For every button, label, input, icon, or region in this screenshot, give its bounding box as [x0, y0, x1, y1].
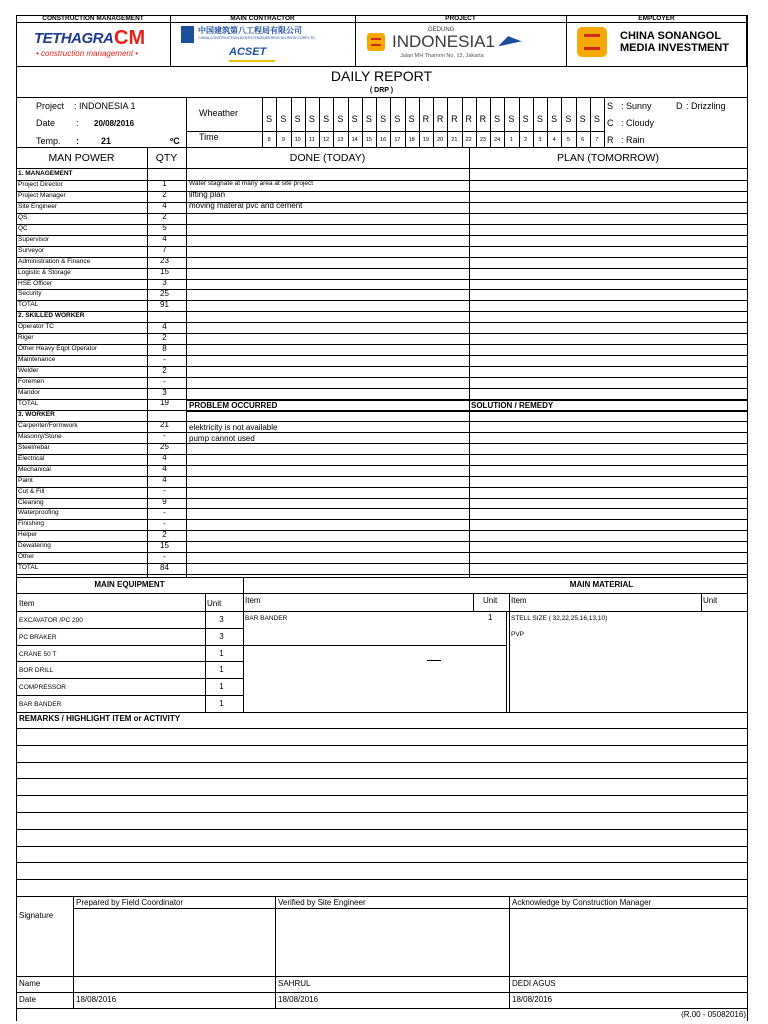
manpower-qty: 4: [162, 475, 167, 485]
plan-row-line: [469, 574, 747, 575]
equipment-item: BAR BANDER: [19, 701, 62, 708]
project-gedung-text: GEDUNG: [428, 27, 455, 33]
equipment-item: BOR DRILL: [19, 667, 54, 675]
manpower-qty: -: [163, 354, 166, 364]
signature-row-label: Signature: [19, 911, 54, 920]
manpower-qty: 3: [162, 387, 167, 397]
manpower-item: Finishing: [18, 520, 45, 528]
prepared-by-label: Prepared by Field Coordinator: [76, 898, 184, 907]
remarks-line: [16, 862, 747, 863]
material-item-header: Item: [511, 596, 527, 605]
time-slot: 5: [566, 137, 570, 143]
manpower-row-line: [16, 574, 469, 575]
manpower-qty: -: [163, 518, 166, 528]
weather-code: S: [351, 114, 358, 124]
time-slot: 15: [365, 137, 372, 143]
weather-label: Wheather: [199, 108, 239, 118]
weather-code: R: [465, 114, 472, 124]
plan-row-line: [469, 224, 747, 225]
remarks-line: [16, 829, 747, 830]
weather-code: S: [508, 114, 515, 124]
equipment-unit: 1: [219, 648, 224, 658]
manpower-item: Helper: [18, 531, 38, 539]
done-today-header: DONE (TODAY): [289, 152, 366, 164]
plan-row-line: [469, 235, 747, 236]
equipment-item: CRANE 50 T: [19, 650, 57, 658]
time-slot: 3: [538, 137, 542, 143]
time-slot: 9: [281, 137, 285, 143]
manpower-item: Cleaning: [18, 498, 44, 506]
manpower-qty: 4: [162, 453, 167, 463]
main-equipment-title: MAIN EQUIPMENT: [94, 580, 165, 589]
equipment-unit: 1: [219, 682, 224, 692]
manpower-qty: 4: [162, 201, 167, 211]
plan-row-line: [469, 487, 747, 488]
done-today-item: Water stagnate at many area at site project: [189, 180, 314, 187]
manpower-item: Security: [18, 290, 42, 298]
time-label: Time: [199, 132, 219, 142]
date-field-label: Date: [36, 118, 56, 128]
manpower-item: Project Manager: [18, 191, 66, 199]
sonangol-logo-mark: [584, 34, 600, 50]
page-title: DAILY REPORT: [330, 68, 433, 84]
manpower-item: Cut & Fill: [18, 487, 45, 495]
name-row-label: Name: [19, 979, 41, 988]
manpower-row-line: [16, 355, 469, 356]
manpower-row-line: [16, 563, 469, 564]
manpower-row-line: [16, 224, 469, 225]
weather-code: S: [551, 114, 558, 124]
manpower-item: Supervisor: [18, 235, 50, 243]
time-slot: 7: [595, 137, 599, 143]
manpower-row-line: [16, 498, 469, 499]
manpower-qty: 25: [160, 288, 169, 298]
equipment-item: PC BRAKER: [19, 633, 57, 641]
manpower-item: Paint: [18, 476, 33, 484]
manpower-item: TOTAL: [18, 399, 39, 407]
time-slot: 13: [337, 137, 344, 143]
cm-tagline: • construction management •: [36, 49, 139, 58]
plan-tomorrow-header: PLAN (TOMORROW): [557, 152, 659, 164]
material-unit-header: Unit: [703, 596, 718, 605]
main-material-title: MAIN MATERIAL: [569, 580, 634, 589]
weather-code: S: [294, 114, 301, 124]
equipment-row-line: [16, 661, 243, 662]
acset-underline-icon: [229, 60, 275, 62]
solution-remedy-header: SOLUTION / REMEDY: [471, 401, 554, 410]
weather-code: S: [280, 114, 287, 124]
page-subtitle: ( DRP ): [369, 87, 394, 94]
time-slot: 24: [494, 137, 501, 143]
cscec-logo-icon: [181, 26, 194, 43]
manpower-qty: 9: [162, 497, 167, 506]
manpower-item: Carpenter/Formwork: [18, 421, 78, 429]
acknowledged-by-label: Acknowledge by Construction Manager: [512, 898, 652, 907]
plan-row-line: [469, 311, 747, 312]
problem-item: elektricity is not available: [189, 423, 278, 432]
manpower-row-line: [16, 541, 469, 542]
manpower-qty: 84: [160, 562, 169, 572]
plan-row-line: [469, 300, 747, 301]
manpower-qty: 25: [160, 442, 169, 452]
time-slot: 1: [509, 137, 513, 143]
manpower-row-line: [16, 465, 469, 466]
legend-code: S: [607, 101, 614, 111]
manpower-qty: 2: [162, 529, 167, 539]
manpower-item: QS: [18, 213, 28, 221]
temp-field-colon: :: [76, 136, 79, 146]
manpower-item: 1. MANAGEMENT: [18, 170, 73, 177]
temp-field-label: Temp.: [36, 136, 61, 146]
qty-header: QTY: [155, 152, 178, 164]
plan-row-line: [469, 202, 747, 203]
weather-code: R: [422, 114, 430, 124]
time-slot: 16: [380, 137, 387, 143]
manpower-row-line: [16, 333, 469, 334]
time-slot: 2: [524, 137, 528, 143]
verified-date: 18/08/2016: [278, 995, 319, 1004]
cm-logo-text: CM: [114, 27, 146, 49]
weather-code: S: [579, 114, 586, 124]
legend-text: : Rain: [621, 135, 645, 145]
equipment-row-line: [16, 695, 243, 696]
equipment-unit: 1: [219, 665, 224, 675]
equipment-unit: 1: [219, 699, 224, 708]
manpower-qty: 2: [162, 365, 167, 375]
plan-row-line: [469, 432, 747, 433]
manpower-qty: 15: [160, 540, 169, 550]
plan-row-line: [469, 476, 747, 477]
plan-row-line: [469, 191, 747, 192]
time-slot: 22: [465, 137, 472, 143]
weather-code: S: [365, 114, 372, 124]
plan-row-line: [469, 289, 747, 290]
manpower-item: Foremen: [18, 378, 45, 385]
temp-unit: ºC: [170, 136, 180, 146]
equipment-item: EXCAVATOR /PC 200: [19, 617, 83, 624]
equipment-row-line: [16, 645, 243, 646]
manpower-item: Masonry/Stone: [18, 432, 62, 440]
time-slot: 18: [408, 137, 415, 143]
manpower-item: Surveyor: [18, 246, 45, 254]
manpower-qty: 2: [162, 332, 167, 342]
manpower-item: Other Heavy Eqpt Operator: [18, 345, 98, 353]
manpower-qty: -: [163, 431, 166, 441]
manpower-item: Other: [18, 553, 35, 561]
tethagra-logo-text: TETHAGRA: [34, 30, 114, 47]
manpower-row-line: [16, 366, 469, 367]
remarks-line: [16, 762, 747, 763]
weather-code: S: [536, 114, 543, 124]
plan-row-line: [469, 498, 747, 499]
main-contractor-label: MAIN CONTRACTOR: [230, 15, 295, 22]
weather-code: S: [565, 114, 572, 124]
plan-row-line: [469, 563, 747, 564]
acknowledged-date: 18/08/2016: [512, 995, 553, 1004]
employer-label: EMPLOYER: [638, 15, 675, 22]
manpower-row-line: [16, 377, 469, 378]
plan-row-line: [469, 268, 747, 269]
project-label: PROJECT: [445, 15, 476, 22]
time-slot: 20: [437, 137, 444, 143]
weather-code: S: [380, 114, 387, 124]
manpower-row-line: [16, 213, 469, 214]
revision-footer: (R.00 - 05082016): [681, 1010, 746, 1019]
acknowledged-name: DEDI AGUS: [512, 979, 556, 988]
manpower-qty: 4: [162, 321, 167, 331]
man-power-header: MAN POWER: [48, 152, 115, 164]
manpower-row-line: [16, 421, 469, 422]
remarks-line: [16, 879, 747, 880]
legend-code: R: [607, 135, 614, 145]
manpower-qty: 7: [162, 245, 167, 255]
construction-management-label: CONSTRUCTION MANAGEMENT: [42, 15, 144, 22]
manpower-row-line: [16, 268, 469, 269]
manpower-item: Waterproofing: [18, 509, 59, 517]
manpower-qty: -: [163, 376, 166, 386]
manpower-row-line: [16, 530, 469, 531]
time-slot: 14: [351, 137, 358, 143]
material-right-item: STELL SIZE ( 32,22,25,16,13,10): [511, 615, 608, 622]
prepared-date: 18/08/2016: [76, 995, 117, 1004]
manpower-qty: 3: [162, 278, 167, 287]
manpower-qty: 91: [160, 299, 169, 309]
material-right-item: PVP: [511, 631, 525, 638]
manpower-qty: 8: [162, 343, 167, 353]
project-logo-text: INDONESIA1: [392, 32, 495, 51]
project-field-label: Project: [36, 101, 65, 111]
manpower-row-line: [16, 519, 469, 520]
plan-row-line: [469, 421, 747, 422]
equipment-row-line: [16, 678, 243, 679]
weather-code: S: [337, 114, 344, 124]
done-today-item: moving materal pvc and cement: [189, 201, 303, 210]
date-row-label: Date: [19, 995, 36, 1004]
date-field-colon: :: [76, 118, 79, 128]
time-slot: 10: [294, 137, 301, 143]
project-address: Jalan MH Thamrin No. 13, Jakarta: [400, 53, 484, 59]
remarks-line: [16, 812, 747, 813]
remarks-title: REMARKS / HIGHLIGHT ITEM or ACTIVITY: [19, 714, 181, 723]
equipment-item: COMPRESSOR: [19, 684, 66, 692]
plan-row-line: [469, 530, 747, 531]
weather-code: S: [394, 114, 401, 124]
verified-by-label: Verified by Site Engineer: [278, 898, 366, 907]
manpower-item: Operator TC: [18, 323, 55, 331]
manpower-qty: 4: [162, 464, 167, 474]
manpower-qty: -: [163, 551, 166, 561]
time-slot: 17: [394, 137, 401, 143]
manpower-qty: 5: [162, 223, 167, 233]
manpower-item: Site Engineer: [18, 202, 58, 210]
manpower-row-line: [16, 246, 469, 247]
time-slot: 8: [267, 137, 271, 143]
equipment-row-line: [16, 628, 243, 629]
manpower-item: Riger: [18, 334, 34, 342]
manpower-row-line: [16, 487, 469, 488]
manpower-qty: 2: [162, 212, 167, 222]
plan-row-line: [469, 519, 747, 520]
manpower-row-line: [16, 300, 469, 301]
manpower-item: 3. WORKER: [18, 410, 55, 418]
manpower-item: Electrical: [18, 454, 45, 462]
manpower-qty: -: [163, 486, 166, 495]
manpower-item: Steel/rebar: [18, 443, 50, 451]
manpower-row-line: [16, 322, 469, 323]
remarks-line: [16, 728, 747, 729]
manpower-item: HSE Officer: [18, 279, 53, 287]
plan-row-line: [469, 180, 747, 181]
manpower-item: Project Director: [18, 180, 63, 188]
time-slot: 21: [451, 137, 458, 143]
weather-code: S: [593, 114, 600, 124]
manpower-item: Administration & Finance: [18, 257, 91, 265]
manpower-row-line: [16, 476, 469, 477]
time-slot: 19: [422, 137, 429, 143]
manpower-qty: 21: [160, 420, 169, 430]
sonangol-small-mark: [371, 38, 381, 46]
manpower-item: TOTAL: [18, 564, 39, 572]
legend-code: C: [607, 118, 614, 128]
plan-row-line: [469, 246, 747, 247]
manpower-qty: -: [163, 507, 166, 517]
problem-item: pump cannot used: [189, 434, 255, 443]
temp-field-value: 21: [101, 136, 112, 146]
manpower-item: Dewatering: [18, 542, 51, 550]
weather-code: S: [494, 114, 501, 124]
time-slot: 11: [309, 137, 315, 143]
acset-logo-text: ACSET: [229, 46, 267, 58]
manpower-row-line: [16, 388, 469, 389]
manpower-item: Welder: [18, 367, 39, 375]
material-left-unit: 1: [488, 613, 493, 622]
manpower-row-line: [16, 289, 469, 290]
manpower-item: TOTAL: [18, 301, 39, 309]
manpower-qty: 1: [162, 179, 167, 189]
weather-code: S: [522, 114, 529, 124]
equipment-item-header: Item: [19, 599, 35, 608]
manpower-qty: 19: [160, 398, 169, 408]
time-slot: 6: [581, 137, 585, 143]
equipment-unit: 3: [219, 631, 224, 641]
plan-row-line: [469, 552, 747, 553]
plan-row-line: [469, 443, 747, 444]
contractor-chinese-name: 中国建筑第八工程局有限公司: [198, 26, 302, 35]
weather-code: S: [323, 114, 330, 124]
remarks-line: [16, 795, 747, 796]
plan-row-line: [469, 377, 747, 378]
contractor-english-name: CHINA CONSTRUCTION EIGHTH ENGINEERING DIVISION CORP.LTD: [198, 36, 315, 40]
material-unit-header: Unit: [483, 596, 498, 605]
employer-name-line1: CHINA SONANGOL: [620, 30, 722, 42]
weather-code: S: [266, 114, 273, 124]
manpower-row-line: [16, 279, 469, 280]
plan-row-line: [469, 344, 747, 345]
plan-row-line: [469, 322, 747, 323]
plan-row-line: [469, 279, 747, 280]
plan-row-line: [469, 333, 747, 334]
manpower-item: Maintenance: [18, 356, 56, 364]
manpower-item: Mandor: [18, 389, 41, 396]
manpower-item: Mechanical: [18, 465, 51, 473]
time-slot: 4: [552, 137, 556, 143]
manpower-row-line: [16, 552, 469, 553]
plan-row-line: [469, 388, 747, 389]
plan-row-line: [469, 454, 747, 455]
weather-code: R: [479, 114, 487, 124]
manpower-qty: 23: [160, 256, 169, 266]
manpower-qty: 2: [162, 190, 167, 200]
manpower-qty: 4: [162, 234, 167, 244]
remarks-line: [16, 778, 747, 779]
legend-text: : Cloudy: [621, 118, 655, 128]
legend-text: : Sunny: [621, 101, 652, 111]
plan-row-line: [469, 508, 747, 509]
legend-text: : Drizzling: [686, 101, 726, 111]
manpower-row-line: [16, 508, 469, 509]
problem-occurred-header: PROBLEM OCCURRED: [189, 401, 278, 410]
material-item-header: Item: [245, 596, 261, 605]
equipment-unit: 3: [219, 615, 224, 624]
plan-row-line: [469, 541, 747, 542]
time-slot: 23: [479, 137, 486, 143]
plan-row-line: [469, 355, 747, 356]
plan-row-line: [469, 213, 747, 214]
equipment-unit-header: Unit: [207, 599, 222, 608]
material-left-item: BAR BANDER: [245, 615, 288, 622]
manpower-item: Logistic & Storage: [18, 268, 71, 276]
manpower-qty: 15: [160, 267, 169, 277]
remarks-line: [16, 846, 747, 847]
manpower-row-line: [16, 454, 469, 455]
weather-code: S: [408, 114, 415, 124]
date-field-value: 20/08/2016: [94, 119, 135, 128]
manpower-item: 2. SKILLED WORKER: [18, 312, 85, 320]
manpower-row-line: [16, 191, 469, 192]
done-today-item: lifting plan: [189, 190, 226, 199]
remarks-line: [16, 745, 747, 746]
plan-row-line: [469, 465, 747, 466]
project-field-value: : INDONESIA 1: [74, 101, 136, 111]
time-slot: 12: [323, 137, 330, 143]
legend-code: D: [676, 101, 683, 111]
plan-row-line: [469, 366, 747, 367]
verified-name: SAHRUL: [278, 979, 311, 988]
manpower-item: QC: [18, 224, 28, 232]
employer-name-line2: MEDIA INVESTMENT: [620, 42, 729, 54]
plan-row-line: [469, 257, 747, 258]
weather-code: R: [436, 114, 444, 124]
manpower-row-line: [16, 235, 469, 236]
weather-code: R: [451, 114, 458, 124]
weather-code: S: [308, 114, 315, 124]
